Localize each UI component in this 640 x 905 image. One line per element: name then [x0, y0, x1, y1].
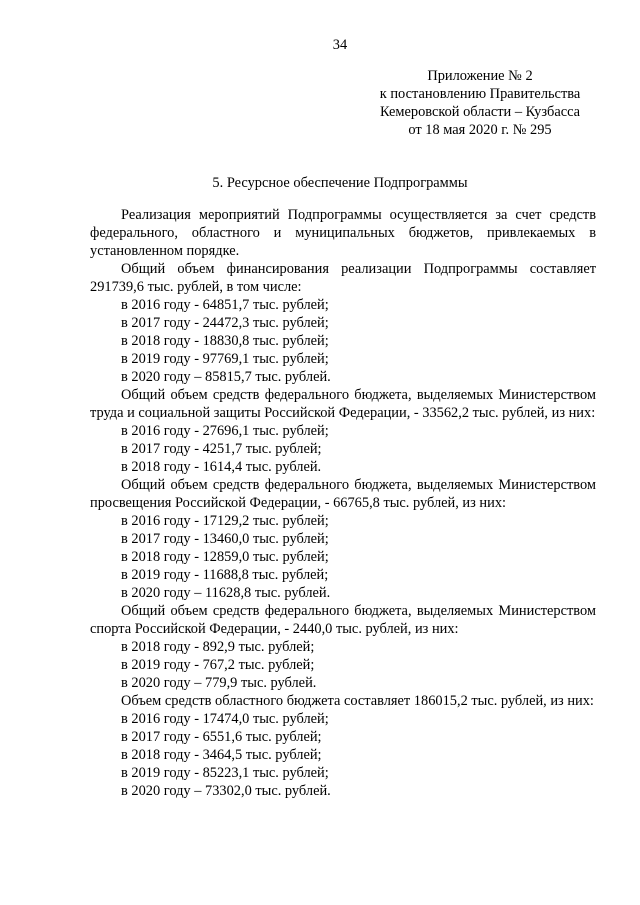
year-line: в 2020 году – 85815,7 тыс. рублей.: [121, 369, 331, 385]
sport-ministry-paragraph: Общий объем средств федерального бюджета, выделяемых Министерством спорта Российской Федерации, - 2440,0 тыс. рублей, из них:: [90, 603, 596, 637]
appendix-header: [330, 67, 630, 139]
year-line: в 2018 году - 892,9 тыс. рублей;: [121, 639, 315, 655]
regional-budget-paragraph: Объем средств областного бюджета составляет 186015,2 тыс. рублей, из них:: [121, 693, 594, 709]
year-line: в 2018 году - 12859,0 тыс. рублей;: [121, 549, 329, 565]
year-line: в 2018 году - 18830,8 тыс. рублей;: [121, 333, 329, 349]
year-line: в 2017 году - 13460,0 тыс. рублей;: [121, 531, 329, 547]
appendix-line: от 18 мая 2020 г. № 295: [408, 122, 552, 138]
section-title: 5. Ресурсное обеспечение Подпрограммы: [212, 175, 468, 191]
appendix-line: Кемеровской области – Кузбасса: [379, 104, 581, 120]
appendix-line: Приложение № 2: [427, 68, 533, 84]
year-line: в 2016 году - 64851,7 тыс. рублей;: [121, 297, 329, 313]
total-paragraph: Общий объем финансирования реализации Подпрограммы составляет 291739,6 тыс. рублей, в том числе:: [90, 261, 596, 295]
year-line: в 2020 году – 779,9 тыс. рублей.: [121, 675, 317, 691]
year-line: в 2016 году - 17474,0 тыс. рублей;: [121, 711, 329, 727]
year-line: в 2019 году - 85223,1 тыс. рублей;: [121, 765, 329, 781]
labor-ministry-paragraph: Общий объем средств федерального бюджета, выделяемых Министерством труда и социальной защиты Российской Федерации, - 33562,2 тыс. рублей, из них:: [90, 387, 596, 421]
page-number: 34: [332, 37, 348, 53]
year-line: в 2018 году - 1614,4 тыс. рублей.: [121, 459, 322, 475]
document-body: [90, 206, 596, 800]
year-line: в 2020 году – 11628,8 тыс. рублей.: [121, 585, 331, 601]
year-line: в 2020 году – 73302,0 тыс. рублей.: [121, 783, 331, 799]
year-line: в 2016 году - 17129,2 тыс. рублей;: [121, 513, 329, 529]
year-line: в 2019 году - 767,2 тыс. рублей;: [121, 657, 315, 673]
year-line: в 2018 году - 3464,5 тыс. рублей;: [121, 747, 322, 763]
year-line: в 2019 году - 97769,1 тыс. рублей;: [121, 351, 329, 367]
year-line: в 2017 году - 24472,3 тыс. рублей;: [121, 315, 329, 331]
intro-paragraph: Реализация мероприятий Подпрограммы осуществляется за счет средств федерального, областного и муниципальных бюджетов, привлекаемых в установленном порядке.: [90, 207, 596, 259]
year-line: в 2019 году - 11688,8 тыс. рублей;: [121, 567, 329, 583]
year-line: в 2016 году - 27696,1 тыс. рублей;: [121, 423, 329, 439]
education-ministry-paragraph: Общий объем средств федерального бюджета, выделяемых Министерством просвещения Российской Федерации, - 66765,8 тыс. рублей, из них:: [90, 477, 596, 511]
year-line: в 2017 году - 4251,7 тыс. рублей;: [121, 441, 322, 457]
appendix-line: к постановлению Правительства: [379, 86, 581, 102]
year-line: в 2017 году - 6551,6 тыс. рублей;: [121, 729, 322, 745]
